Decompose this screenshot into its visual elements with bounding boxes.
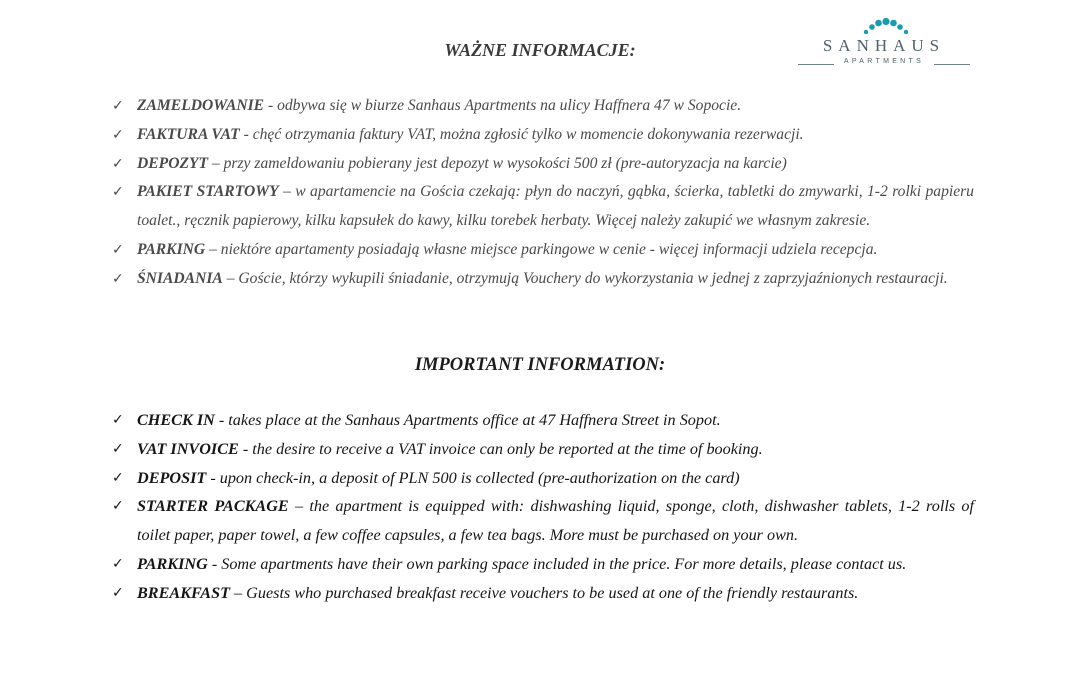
list-item [112, 178, 974, 236]
item-text: - chęć otrzymania faktury VAT, można zgłosić tylko w momencie dokonywania rezerwacji. [239, 125, 804, 143]
item-term: PARKING [137, 554, 208, 573]
item-text: – Guests who purchased breakfast receive vouchers to be used at one of the friendly restaurants. [229, 583, 859, 602]
item-text: - Some apartments have their own parking space included in the price. For more details, please contact us. [207, 554, 907, 573]
item-term: PARKING [137, 240, 206, 258]
item-term: STARTER PACKAGE [137, 497, 289, 516]
check-icon: ✓ [112, 126, 124, 143]
item-term: ZAMELDOWANIE [137, 97, 265, 114]
check-icon: ✓ [112, 440, 124, 457]
check-icon: ✓ [112, 584, 124, 601]
check-icon: ✓ [112, 98, 124, 114]
list-item [112, 236, 974, 265]
item-text: - odbywa się w biurze Sanhaus Apartments na ulicy Haffnera 47 w Sopocie. [264, 97, 742, 114]
list-item [112, 121, 974, 150]
check-icon: ✓ [112, 498, 124, 515]
item-text: – przy zameldowaniu pobierany jest depozyt w wysokości 500 zł (pre-autoryzacja na karcie) [208, 154, 787, 172]
item-term: DEPOSIT [137, 468, 207, 487]
item-text: - the desire to receive a VAT invoice can only be reported at the time of booking. [238, 439, 763, 458]
logo-wordmark: SANHAUS [822, 36, 946, 55]
list-item [112, 492, 974, 550]
item-term: FAKTURA VAT [137, 125, 240, 143]
item-term: PAKIET STARTOWY [137, 183, 279, 201]
check-icon: ✓ [112, 270, 124, 287]
list-item [112, 406, 974, 435]
check-icon: ✓ [112, 241, 124, 258]
list-item [112, 435, 974, 464]
item-text: - takes place at the Sanhaus Apartments office at 47 Haffnera Street in Sopot. [214, 411, 721, 429]
item-text: – w apartamencie na Gościa czekają: płyn do naczyń, gąbka, ścierka, tabletki do zmywarki, 1-2 rolki papieru toalet., ręcznik papierowy, kilku kapsułek do kawy, kilku torebek herbaty. Więcej należy zakupić we własnym zakresie. [137, 183, 974, 230]
check-icon: ✓ [112, 469, 124, 486]
item-text: – niektóre apartamenty posiadają własne miejsce parkingowe w cenie - więcej informacji udziela recepcja. [205, 240, 878, 258]
item-text: - upon check-in, a deposit of PLN 500 is collected (pre-authorization on the card) [206, 468, 740, 487]
list-item [112, 265, 974, 294]
item-term: BREAKFAST [137, 583, 230, 602]
polish-info-list [112, 92, 974, 294]
item-term: ŚNIADANIA [137, 269, 223, 287]
item-term: DEPOZYT [137, 154, 209, 172]
list-item [112, 464, 974, 493]
logo-subtitle: APARTMENTS [843, 58, 925, 65]
polish-heading: WAŻNE INFORMACJE: [444, 40, 636, 60]
list-item [112, 150, 974, 179]
check-icon: ✓ [112, 184, 124, 201]
item-text: – the apartment is equipped with: dishwashing liquid, sponge, cloth, dishwasher tablets, 1-2 rolls of toilet paper, paper towel, a few coffee capsules, a few tea bags. More must be purchased on your own. [137, 497, 974, 545]
english-info-list [112, 406, 974, 608]
check-icon: ✓ [112, 155, 124, 172]
logo-dots-icon [796, 16, 972, 38]
english-heading: IMPORTANT INFORMATION: [414, 355, 666, 375]
list-item [112, 550, 974, 579]
item-term: VAT INVOICE [137, 439, 239, 458]
item-term: CHECK IN [137, 411, 215, 429]
check-icon: ✓ [112, 412, 124, 428]
list-item [112, 92, 974, 121]
check-icon: ✓ [112, 555, 124, 572]
list-item [112, 579, 974, 608]
item-text: – Goście, którzy wykupili śniadanie, otrzymują Vouchery do wykorzystania w jednej z zaprzyjaźnionych restauracji. [222, 269, 948, 287]
